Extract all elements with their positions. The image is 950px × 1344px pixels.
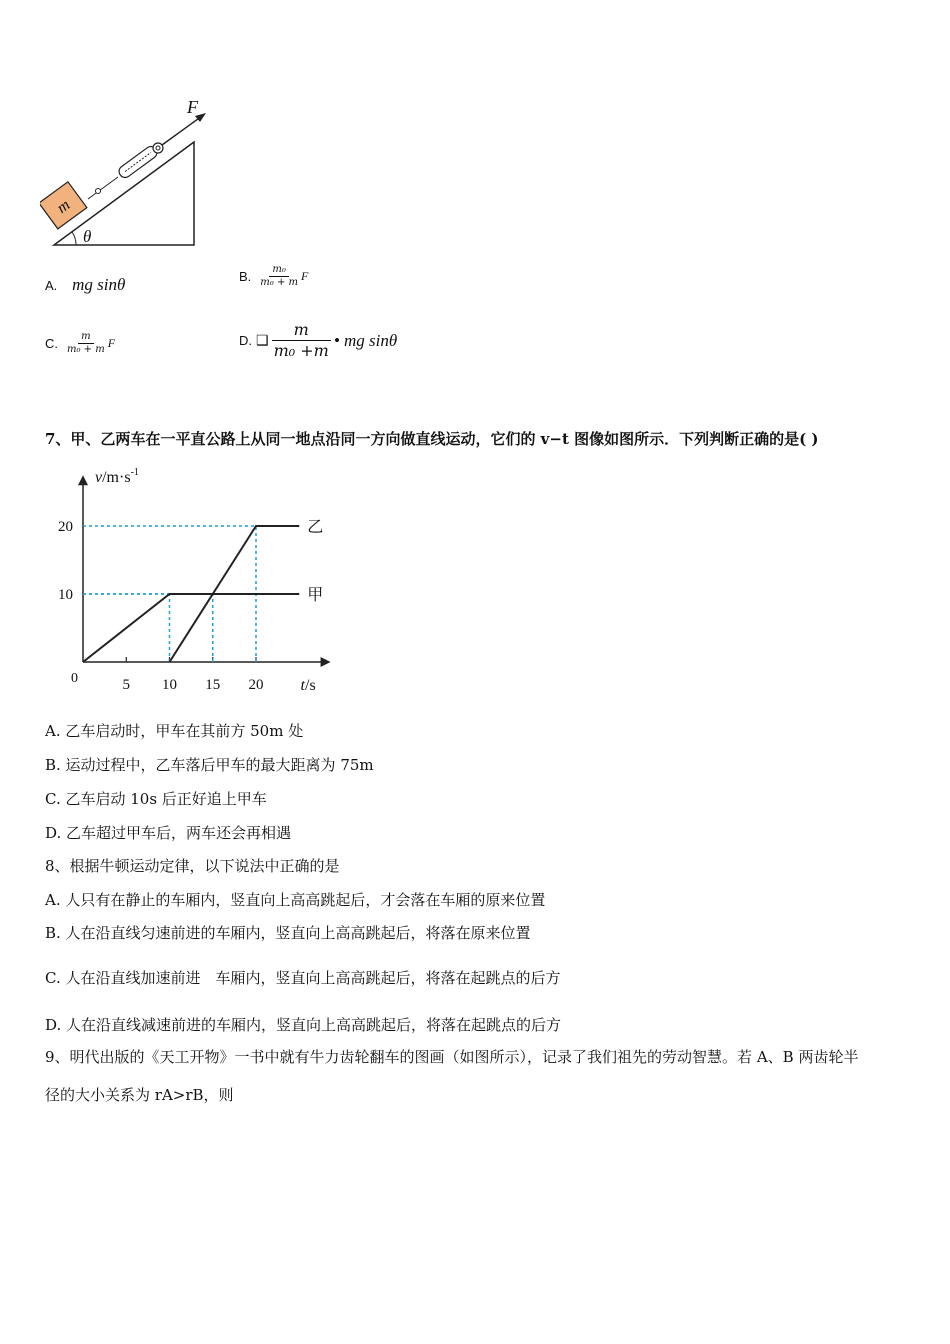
vt-chart [45,458,365,698]
option-a [45,275,125,295]
option-b-suffix: F [301,269,309,283]
option-b [239,264,308,289]
x-axis-label: t/s [300,677,316,694]
force-arrow [162,116,202,145]
option-c-letter: C. [45,336,58,351]
option-c [45,331,115,356]
option-c-numerator: m [78,331,93,344]
angle-label: θ [83,227,92,246]
option-d-denominator: m₀ +m [273,341,329,360]
series-label-1: 乙 [307,519,324,536]
option-a-letter: A. [45,278,58,293]
q7-option-d: D. 乙车超过甲车后，两车还会再相遇 [45,824,292,842]
q7-option-c: C. 乙车启动 10s 后正好追上甲车 [45,790,267,808]
option-b-fraction [257,264,301,289]
q8-option-b: B. 人在沿直线匀速前进的车厢内，竖直向上高高跳起后，将落在原来位置 [45,924,531,942]
option-b-letter: B. [239,269,252,284]
option-b-numerator: m₀ [269,264,289,277]
y-axis-label: $v/m\cdot s^{-1}$ [95,467,139,486]
angle-arc [72,232,76,245]
q8-option-a: A. 人只有在静止的车厢内，竖直向上高高跳起后，才会落在车厢的原来位置 [45,891,546,909]
option-b-denominator: m₀ + m [260,277,299,288]
q9-line-2: 径的大小关系为 rA>rB，则 [45,1086,234,1104]
x-tick-label: 5 [122,677,130,693]
q7-option-b: B. 运动过程中，乙车落后甲车的最大距离为 75m [45,756,374,774]
force-label: F [187,97,198,117]
q8-option-c: C. 人在沿直线加速前进 车厢内，竖直向上高高跳起后，将落在起跳点的后方 [45,969,561,987]
x-tick-label: 15 [205,677,221,693]
x-tick-label: 20 [248,677,264,693]
origin-label: 0 [71,671,78,686]
option-c-fraction [64,331,108,356]
x-axis-arrow [321,657,331,667]
q8-option-d: D. 人在沿直线减速前进的车厢内，竖直向上高高跳起后，将落在起跳点的后方 [45,1016,562,1034]
series-label-0: 甲 [307,587,324,604]
option-c-denominator: m₀ + m [67,344,105,355]
q8-stem: 8、根据牛顿运动定律，以下说法中正确的是 [45,857,340,875]
hook [96,189,101,194]
option-d-box-icon: ❑ [256,332,269,349]
option-a-expr: mg sinθ [72,275,126,294]
option-c-suffix: F [107,336,116,350]
option-d-numerator: m [272,320,331,341]
option-d-letter: D. [239,333,252,348]
q7-stem: 7、甲、乙两车在一平直公路上从同一地点沿同一方向做直线运动，它们的 v−t 图像如图所示．下列判断正确的是( ) [45,430,819,448]
y-axis-arrow [78,475,88,485]
y-tick-label: 20 [58,519,73,535]
option-d-fraction [271,320,332,361]
option-d-suffix: • mg sinθ [333,330,398,350]
x-tick-label: 10 [162,677,177,693]
option-d [239,320,397,361]
incline-figure [40,95,220,255]
y-tick-label: 10 [58,587,73,603]
scale-ring [153,143,163,153]
q9-line-1: 9、明代出版的《天工开物》一书中就有牛力齿轮翻车的图画（如图所示），记录了我们祖先的劳动智慧。若 A、B 两齿轮半 [45,1048,859,1066]
q7-option-a: A. 乙车启动时，甲车在其前方 50m 处 [45,722,304,740]
block-label: m [53,196,74,217]
string [88,177,118,199]
